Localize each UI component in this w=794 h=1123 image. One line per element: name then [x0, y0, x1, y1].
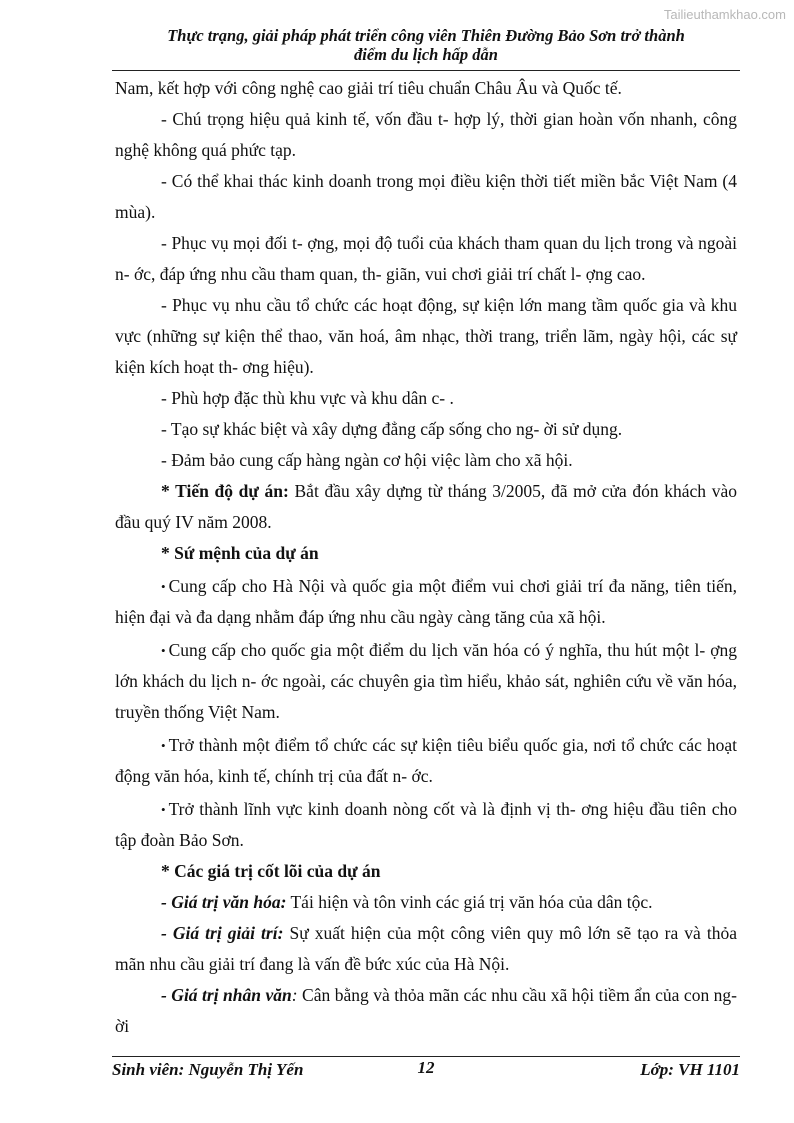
value-colon: :: [291, 985, 298, 1005]
header-divider: [112, 70, 740, 71]
watermark: Tailieuthamkhao.com: [663, 7, 786, 22]
value-text: Cân bằng và thỏa mãn các nhu cầu xã hội tiềm ẩn của con ng- ời: [115, 985, 738, 1036]
mission-text: Trở thành một điểm tổ chức các sự kiện tiêu biểu quốc gia, nơi tổ chức các hoạt động văn hóa, kinh tế, chính trị của đất n- ớc.: [115, 735, 737, 786]
paragraph: - Phù hợp đặc thù khu vực và khu dân c- .: [161, 388, 454, 408]
value-item: [115, 980, 737, 1042]
paragraph: Nam, kết hợp với công nghệ cao giải trí tiêu chuẩn Châu Âu và Quốc tế.: [115, 78, 622, 98]
value-text: Sự xuất hiện của một công viên quy mô lớn sẽ tạo ra và thỏa mãn nhu cầu giải trí đang là vấn đề bức xúc của Hà Nội.: [115, 923, 737, 974]
page-number: 12: [417, 1058, 435, 1077]
footer-divider: [112, 1056, 740, 1057]
schedule-label: * Tiến độ dự án:: [161, 481, 289, 501]
value-label: - Giá trị nhân văn: [161, 985, 292, 1005]
schedule-text: Bắt đầu xây dựng từ tháng 3/2005, đã mở cửa đón khách vào đầu quý IV năm 2008.: [115, 481, 737, 532]
student-name: Sinh viên: Nguyễn Thị Yến: [112, 1060, 304, 1079]
mission-item: [115, 730, 737, 792]
header-title-line-2: điểm du lịch hấp dẫn: [354, 45, 498, 64]
paragraph: - Có thể khai thác kinh doanh trong mọi điều kiện thời tiết miền bắc Việt Nam (4 mùa).: [115, 171, 737, 222]
mission-text: Cung cấp cho quốc gia một điểm du lịch văn hóa có ý nghĩa, thu hút một l- ợng lớn khách du lịch n- ớc ngoài, các chuyên gia tìm hiểu, khảo sát, nghiên cứu về văn hóa, truyền thống Việt Nam.: [115, 640, 737, 722]
mission-item: [115, 794, 737, 856]
class-code: Lớp: VH 1101: [640, 1060, 740, 1079]
page-header: [112, 26, 740, 64]
value-item: [115, 918, 737, 980]
schedule-paragraph: [115, 476, 737, 538]
bullet-icon: •: [161, 802, 166, 817]
value-item: [115, 887, 737, 918]
paragraph: - Chú trọng hiệu quả kinh tế, vốn đầu t- hợp lý, thời gian hoàn vốn nhanh, công nghệ không quá phức tạp.: [115, 109, 737, 160]
value-text: Tái hiện và tôn vinh các giá trị văn hóa của dân tộc.: [286, 892, 653, 912]
header-title-line-1: Thực trạng, giải pháp phát triển công viên Thiên Đường Bảo Sơn trở thành: [167, 26, 685, 45]
mission-item: [115, 635, 737, 728]
value-label: - Giá trị giải trí:: [161, 923, 284, 943]
mission-heading: * Sứ mệnh của dự án: [161, 543, 319, 563]
page-footer: [112, 1060, 740, 1084]
value-label: - Giá trị văn hóa:: [161, 892, 287, 912]
paragraph: - Tạo sự khác biệt và xây dựng đẳng cấp sống cho ng- ời sử dụng.: [161, 419, 623, 439]
mission-text: Cung cấp cho Hà Nội và quốc gia một điểm vui chơi giải trí đa năng, tiên tiến, hiện đại và đa dạng nhằm đáp ứng nhu cầu ngày càng tăng của xã hội.: [115, 576, 737, 627]
bullet-icon: •: [161, 738, 166, 753]
paragraph: - Phục vụ nhu cầu tổ chức các hoạt động, sự kiện lớn mang tầm quốc gia và khu vực (những sự kiện thể thao, văn hoá, âm nhạc, thời trang, triển lãm, ngày hội, các sự kiện kích hoạt th- ơng hiệu).: [115, 295, 737, 377]
values-heading: * Các giá trị cốt lõi của dự án: [161, 861, 381, 881]
document-body: [115, 73, 737, 1042]
bullet-icon: •: [161, 579, 166, 594]
mission-text: Trở thành lĩnh vực kinh doanh nòng cốt và là định vị th- ơng hiệu đầu tiên cho tập đoàn Bảo Sơn.: [115, 799, 737, 850]
paragraph: - Đảm bảo cung cấp hàng ngàn cơ hội việc làm cho xã hội.: [161, 450, 573, 470]
mission-item: [115, 571, 737, 633]
paragraph: - Phục vụ mọi đối t- ợng, mọi độ tuổi của khách tham quan du lịch trong và ngoài n- ớc, đáp ứng nhu cầu tham quan, th- giãn, vui chơi giải trí chất l- ợng cao.: [115, 233, 737, 284]
bullet-icon: •: [161, 643, 166, 658]
